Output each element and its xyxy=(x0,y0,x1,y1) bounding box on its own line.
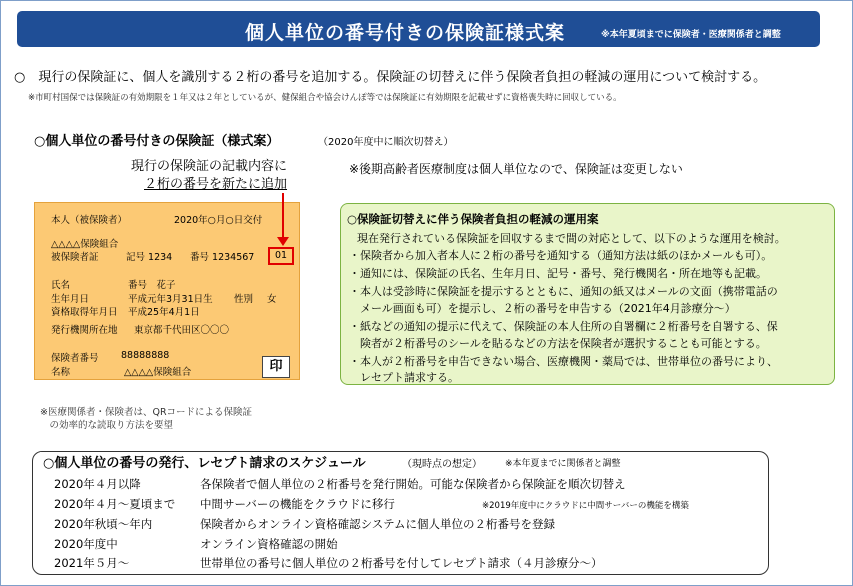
elder-note: ※後期高齢者医療制度は個人単位なので、保険証は変更しない xyxy=(349,162,683,176)
card-insurer-name-value: △△△△保険組合 xyxy=(124,367,192,378)
card-qual-label: 資格取得年月日 xyxy=(51,307,118,318)
green-heading: ○保険証切替えに伴う保険者負担の軽減の運用案 xyxy=(347,212,599,226)
callout-line2: ２桁の番号を新たに追加 xyxy=(144,177,288,192)
callout xyxy=(131,158,287,194)
card-insurer: △△△△保険組合 xyxy=(51,239,119,250)
green-line: ・紙などの通知の提示に代えて、保険証の本人住所の自署欄に２桁番号を自署する、保 xyxy=(349,320,778,333)
card-branch-number: 01 xyxy=(268,247,294,265)
card-issued: 2020年○月○日交付 xyxy=(174,215,263,226)
arrow-down-icon xyxy=(282,193,284,239)
card-insurer-no-value: 88888888 xyxy=(121,350,170,361)
card-cert-label: 被保険者証 xyxy=(51,252,99,263)
schedule-heading: ○個人単位の番号の発行、レセプト請求のスケジュール xyxy=(40,452,369,471)
card-insurer-no-label: 保険者番号 xyxy=(51,353,99,364)
green-line: ・本人が２桁番号を申告できない場合、医療機関・薬局では、世帯単位の番号により、 xyxy=(349,355,778,368)
schedule-row-desc: 保険者からオンライン資格確認システムに個人単位の２桁番号を登録 xyxy=(200,517,556,531)
schedule-row-date: 2020年秋頃～年内 xyxy=(54,517,153,531)
schedule-note: ※本年夏までに関係者と調整 xyxy=(505,459,621,469)
card-name-label: 氏名 xyxy=(51,280,71,291)
section1-sub: （2020年度中に順次切替え） xyxy=(318,137,454,148)
card-birth-value: 平成元年3月31日生 xyxy=(128,294,213,305)
insurance-card xyxy=(34,202,300,380)
green-line: レセプト請求する。 xyxy=(349,371,459,384)
title-note: ※本年夏頃までに保険者・医療関係者と調整 xyxy=(601,30,781,40)
green-line: ・通知には、保険証の氏名、生年月日、記号・番号、発行機関名・所在地等も記載。 xyxy=(349,267,767,280)
arrow-head-icon xyxy=(277,237,289,246)
qr-note-line1: ※医療関係者・保険者は、QRコードによる保険証 xyxy=(40,407,253,418)
card-office-label: 発行機関所在地 xyxy=(51,325,118,336)
card-office-value: 東京都千代田区〇〇〇 xyxy=(134,325,230,336)
green-line: ・本人は受診時に保険証を提示するとともに、通知の紙又はメールの文面（携帯電話の xyxy=(349,285,778,298)
intro-note: ※市町村国保では保険証の有効期限を１年又は２年としているが、健保組合や協会けんぽ等では保険証に有効期限を記載せずに資格喪失時に回収している。 xyxy=(28,93,622,103)
card-gender-label: 性別 xyxy=(234,294,254,305)
callout-line1: 現行の保険証の記載内容に xyxy=(131,159,288,174)
schedule-row-desc: 中間サーバーの機能をクラウドに移行 xyxy=(200,497,395,511)
qr-note xyxy=(40,406,252,432)
page-title: 個人単位の番号付きの保険証様式案 xyxy=(245,22,566,44)
schedule-row-note: ※2019年度中にクラウドに中間サーバーの機能を構築 xyxy=(482,501,689,511)
seal-stamp: 印 xyxy=(262,356,290,378)
green-line: メール画面も可）を提示し、２桁の番号を申告する（2021年4月診療分～） xyxy=(349,302,736,315)
schedule-row-desc: 各保険者で個人単位の２桁番号を発行開始。可能な保険者から保険証を順次切替え xyxy=(200,477,626,491)
card-holder: 本人（被保険者） xyxy=(51,215,128,226)
qr-note-line2: の効率的な読取り方法を要望 xyxy=(40,420,174,431)
green-line: 現在発行されている保険証を回収するまで間の対応として、以下のような運用を検討。 xyxy=(357,232,786,245)
card-insurer-name-label: 名称 xyxy=(51,367,71,378)
card-qual-value: 平成25年4月1日 xyxy=(128,307,200,318)
card-number: 番号 1234567 xyxy=(190,252,255,263)
card-gender-value: 女 xyxy=(267,294,277,305)
green-line: 険者が２桁番号のシールを貼るなどの方法を保険者が選択することも可能とする。 xyxy=(349,337,767,350)
schedule-row-desc: オンライン資格確認の開始 xyxy=(200,537,338,551)
schedule-row-date: 2020年４月～夏頃まで xyxy=(54,497,176,511)
schedule-sub: （現時点の想定） xyxy=(402,459,482,470)
schedule-row-date: 2021年５月～ xyxy=(54,556,130,570)
card-symbol: 記号 1234 xyxy=(126,252,173,263)
burden-reduction-box xyxy=(340,203,835,385)
title-bar xyxy=(17,11,820,47)
schedule-row-date: 2020年度中 xyxy=(54,537,118,551)
green-line: ・保険者から加入者本人に２桁の番号を通知する（通知方法は紙のほかメールも可）。 xyxy=(349,249,773,262)
schedule-row-date: 2020年４月以降 xyxy=(54,477,141,491)
card-birth-label: 生年月日 xyxy=(51,294,90,305)
intro-text: ○ 現行の保険証に、個人を識別する２桁の番号を追加する。保険証の切替えに伴う保険者負担の軽減の運用について検討する。 xyxy=(14,70,767,85)
schedule-row-desc: 世帯単位の番号に個人単位の２桁番号を付してレセプト請求（４月診療分～） xyxy=(200,556,603,570)
section1-heading: ○個人単位の番号付きの保険証（様式案） xyxy=(34,134,280,149)
card-name-value: 番号 花子 xyxy=(128,280,176,291)
